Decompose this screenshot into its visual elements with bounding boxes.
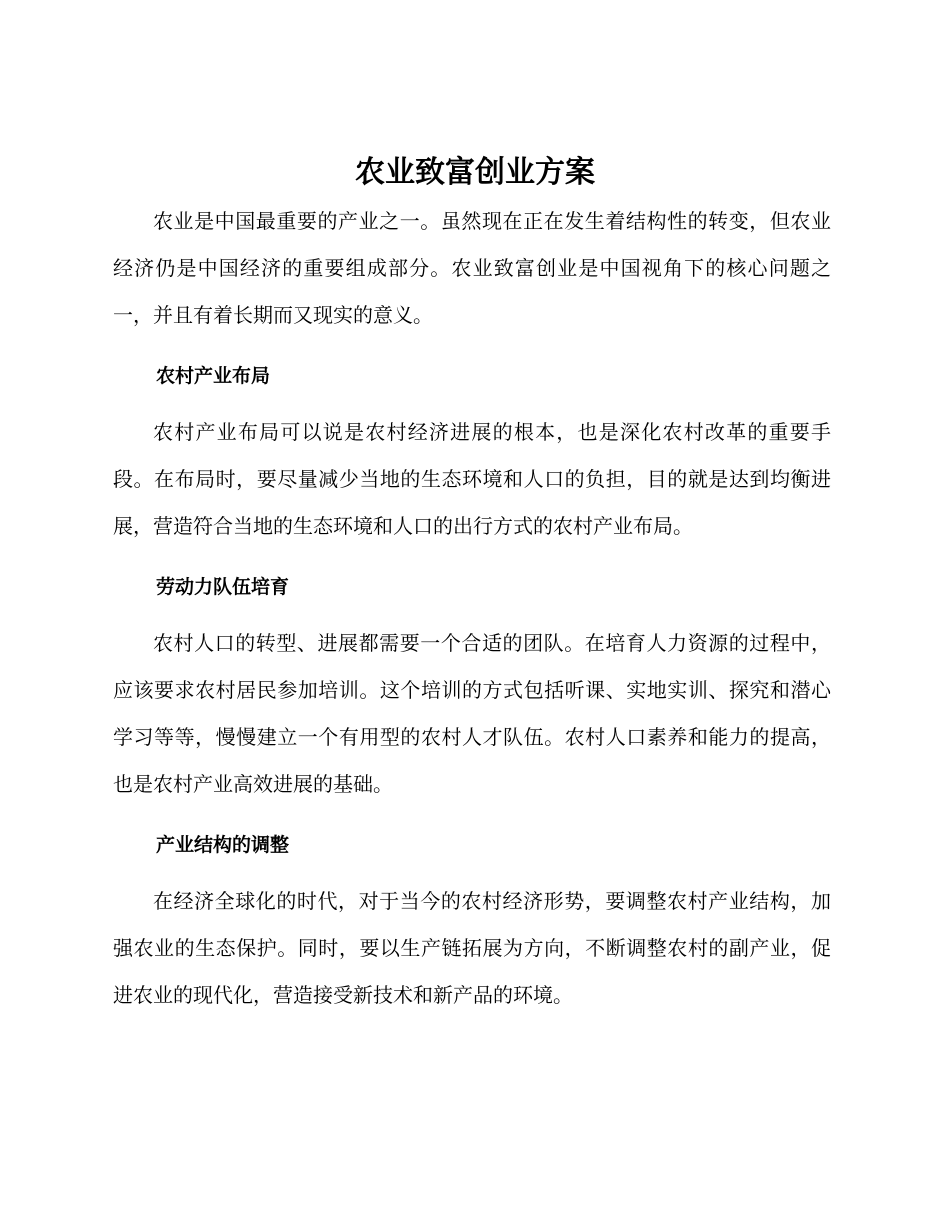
section-paragraph-layout: 农村产业布局可以说是农村经济进展的根本，也是深化农村改革的重要手段。在布局时，要尽量减少当地的生态环境和人口的负担，目的就是达到均衡进展，营造符合当地的生态环境和人口的出行方式的农村产业布局。 <box>113 420 831 538</box>
section-heading-layout: 农村产业布局 <box>156 365 271 387</box>
section-heading-structure: 产业结构的调整 <box>156 834 290 856</box>
section-heading-workforce: 劳动力队伍培育 <box>156 576 290 598</box>
intro-paragraph: 农业是中国最重要的产业之一。虽然现在正在发生着结构性的转变，但农业经济仍是中国经济的重要组成部分。农业致富创业是中国视角下的核心问题之一，并且有着长期而又现实的意义。 <box>113 209 831 327</box>
page-title: 农业致富创业方案 <box>355 155 595 190</box>
document-body <box>113 198 831 1019</box>
section-paragraph-workforce: 农村人口的转型、进展都需要一个合适的团队。在培育人力资源的过程中，应该要求农村居民参加培训。这个培训的方式包括听课、实地实训、探究和潜心学习等等，慢慢建立一个有用型的农村人才队伍。农村人口素养和能力的提高，也是农村产业高效进展的基础。 <box>113 631 831 796</box>
section-paragraph-structure: 在经济全球化的时代，对于当今的农村经济形势，要调整农村产业结构，加强农业的生态保护。同时，要以生产链拓展为方向，不断调整农村的副产业，促进农业的现代化，营造接受新技术和新产品的环境。 <box>113 889 831 1007</box>
